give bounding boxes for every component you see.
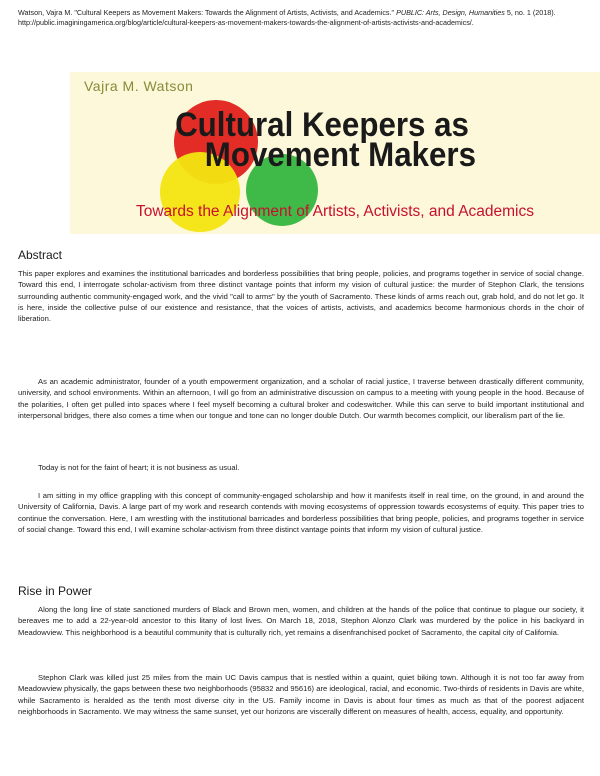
citation bbox=[18, 8, 588, 29]
abstract-heading: Abstract bbox=[18, 248, 63, 262]
intro-paragraph-3: I am sitting in my office grappling with this concept of community-engaged scholarship and how it manifests itself in real time, on the ground, in and around the University of California, Davis. A large part of my work and research contends with moving ecosystems of oppression towards ecosystems of equity. This paper tries to continue the conversation. Here, I am wrestling with the institutional barricades and borderless possibilities that bring people, policies, and programs together in service of social change. Toward this end, I will examine scholar-activism from three distinct vantage points that inform my vision of cultural justice. bbox=[18, 491, 584, 534]
title-banner bbox=[70, 72, 600, 234]
abstract-text: This paper explores and examines the institutional barricades and borderless possibilities that bring people, policies, and programs together in service of social change. Toward this end, I interrogate scholar-activism from three distinct vantage points that inform my vision of cultural justice: the murder of Stephon Clark, the tensions surrounding authentic community-engaged work, and the vivid "call to arms" by the youth of Sacramento. These kinds of arms reach out, grab hold, and do not let go. It is here, inside the collective pulse of our existence and resistance, that the voices of artists, activists, and academics become harmonious chords in the choir of liberation. bbox=[18, 269, 584, 324]
rise-in-power-heading: Rise in Power bbox=[18, 584, 93, 598]
title-line-2: Movement Makers bbox=[204, 136, 476, 174]
intro-paragraph-2: Today is not for the faint of heart; it is not business as usual. bbox=[38, 463, 240, 472]
author-name: Vajra M. Watson bbox=[84, 78, 194, 94]
paper-title bbox=[92, 106, 552, 174]
rise-paragraph-1: Along the long line of state sanctioned murders of Black and Brown men, women, and children at the hands of the police that continue to plague our society, it bereaves me to add a 22-year-old ancestor to this litany of lost lives. On March 18, 2018, Stephon Alonzo Clark was murdered by the police in his backyard in Meadowview. This neighborhood is a beautiful community that is culturally rich, yet remains a disenfranchised pocket of Sacramento, the capital city of California. bbox=[18, 605, 584, 637]
title-line-1: Cultural Keepers as bbox=[175, 106, 469, 144]
citation-text: Watson, Vajra M. "Cultural Keepers as Movement Makers: Towards the Alignment of Artists, Activists, and Academics." bbox=[18, 8, 397, 17]
paper-subtitle: Towards the Alignment of Artists, Activists, and Academics bbox=[135, 203, 534, 220]
citation-journal: PUBLIC: Arts, Design, Humanities bbox=[396, 8, 505, 17]
citation-details: 5, no. 1 (2018). http://public.imaginingamerica.org/blog/article/cultural-keepers-as-movement-makers-towards-the-alignment-of-artists-activists-and-academics/. bbox=[18, 8, 556, 28]
rise-paragraph-2: Stephon Clark was killed just 25 miles from the main UC Davis campus that is nestled within a quaint, quiet biking town. Although it is not too far away from Meadowview physically, the gaps between these two neighborhoods (95832 and 95616) are ideological, racial, and economic. Two-thirds of residents in Davis are white, while Sacramento is heralded as the tenth most diverse city in the US. Family income in Davis is about four times as much as that of the poorest adjacent neighborhoods in Sacramento. We may witness the same sunset, yet our horizons are viscerally different on measures of health, access, equality, and opportunity. bbox=[18, 673, 584, 716]
intro-paragraph-1: As an academic administrator, founder of a youth empowerment organization, and a scholar of racial justice, I traverse between drastically different community, university, and school environments. Within an afternoon, I will go from an administrative discussion on campus to a meeting with young people in the hood. Because of the polarities, I often get pulled into spaces where I feel myself becoming a cultural broker and codeswitcher. While this can serve to build important institutional and interpersonal bridges, there also comes a time when our tongue and tone can no longer double Dutch. Our warmth becomes complicit, our liberalism part of the lie. bbox=[18, 377, 584, 420]
